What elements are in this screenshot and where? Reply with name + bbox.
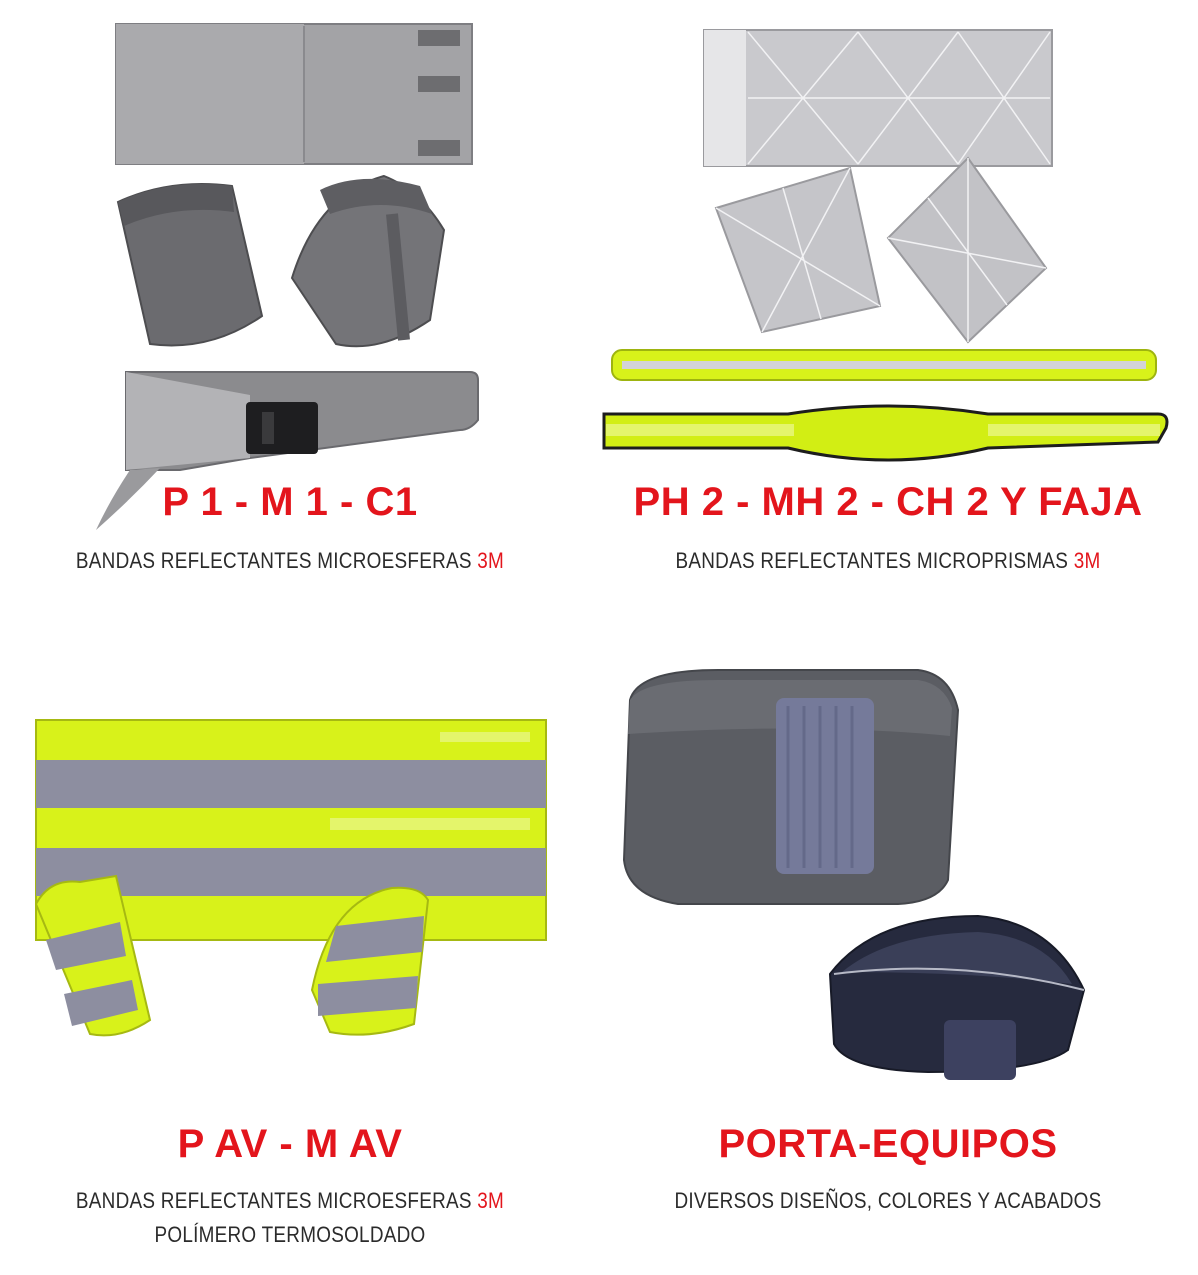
- velcro-strip-top: [418, 30, 460, 46]
- product-title: P AV - M AV: [177, 1122, 403, 1166]
- product-photo-ph2: [598, 0, 1198, 620]
- buckle-slot: [262, 412, 274, 444]
- product-title: P 1 - M 1 - C1: [162, 480, 418, 524]
- velcro-middle: [330, 818, 530, 830]
- product-photo-pav: [0, 640, 600, 1275]
- faja-band-right: [988, 424, 1160, 436]
- brand-3m: 3M: [1073, 548, 1101, 573]
- faja-band-left: [606, 424, 794, 436]
- product-description-line2: POLÍMERO TERMOSOLDADO: [154, 1222, 426, 1247]
- band-velcro-end: [704, 30, 746, 166]
- product-photo-porta-equipos: [598, 640, 1198, 1275]
- product-description: DIVERSOS DISEÑOS, COLORES Y ACABADOS: [674, 1188, 1102, 1213]
- velcro-top: [440, 732, 530, 742]
- description-text: BANDAS REFLECTANTES MICROPRISMAS: [675, 548, 1074, 573]
- brand-3m: 3M: [477, 1188, 505, 1213]
- product-card-pav: [0, 640, 600, 1275]
- band-left-half: [116, 24, 304, 164]
- velcro-strip-bottom: [418, 140, 460, 156]
- product-title: PORTA-EQUIPOS: [718, 1122, 1058, 1166]
- prismatic-cuff-left: [716, 168, 880, 332]
- product-card-ph2: [598, 0, 1198, 620]
- product-title: PH 2 - MH 2 - CH 2 Y FAJA: [633, 480, 1143, 524]
- product-description: [41, 1188, 540, 1214]
- pouch-lower-strap: [944, 1020, 1016, 1080]
- product-photo-p1: [0, 0, 600, 620]
- reflective-stripe-upper: [36, 760, 546, 808]
- strap-reflective-line: [622, 361, 1146, 369]
- product-card-p1: [0, 0, 600, 620]
- product-card-porta-equipos: [598, 640, 1198, 1275]
- description-text: BANDAS REFLECTANTES MICROESFERAS: [75, 548, 478, 573]
- product-description: [41, 548, 540, 574]
- pouch-webbing-strap: [776, 698, 874, 874]
- brand-3m: 3M: [477, 548, 505, 573]
- belt-buckle: [246, 402, 318, 454]
- velcro-strip-mid: [418, 76, 460, 92]
- description-text: BANDAS REFLECTANTES MICROESFERAS: [75, 1188, 478, 1213]
- product-description: [639, 548, 1138, 574]
